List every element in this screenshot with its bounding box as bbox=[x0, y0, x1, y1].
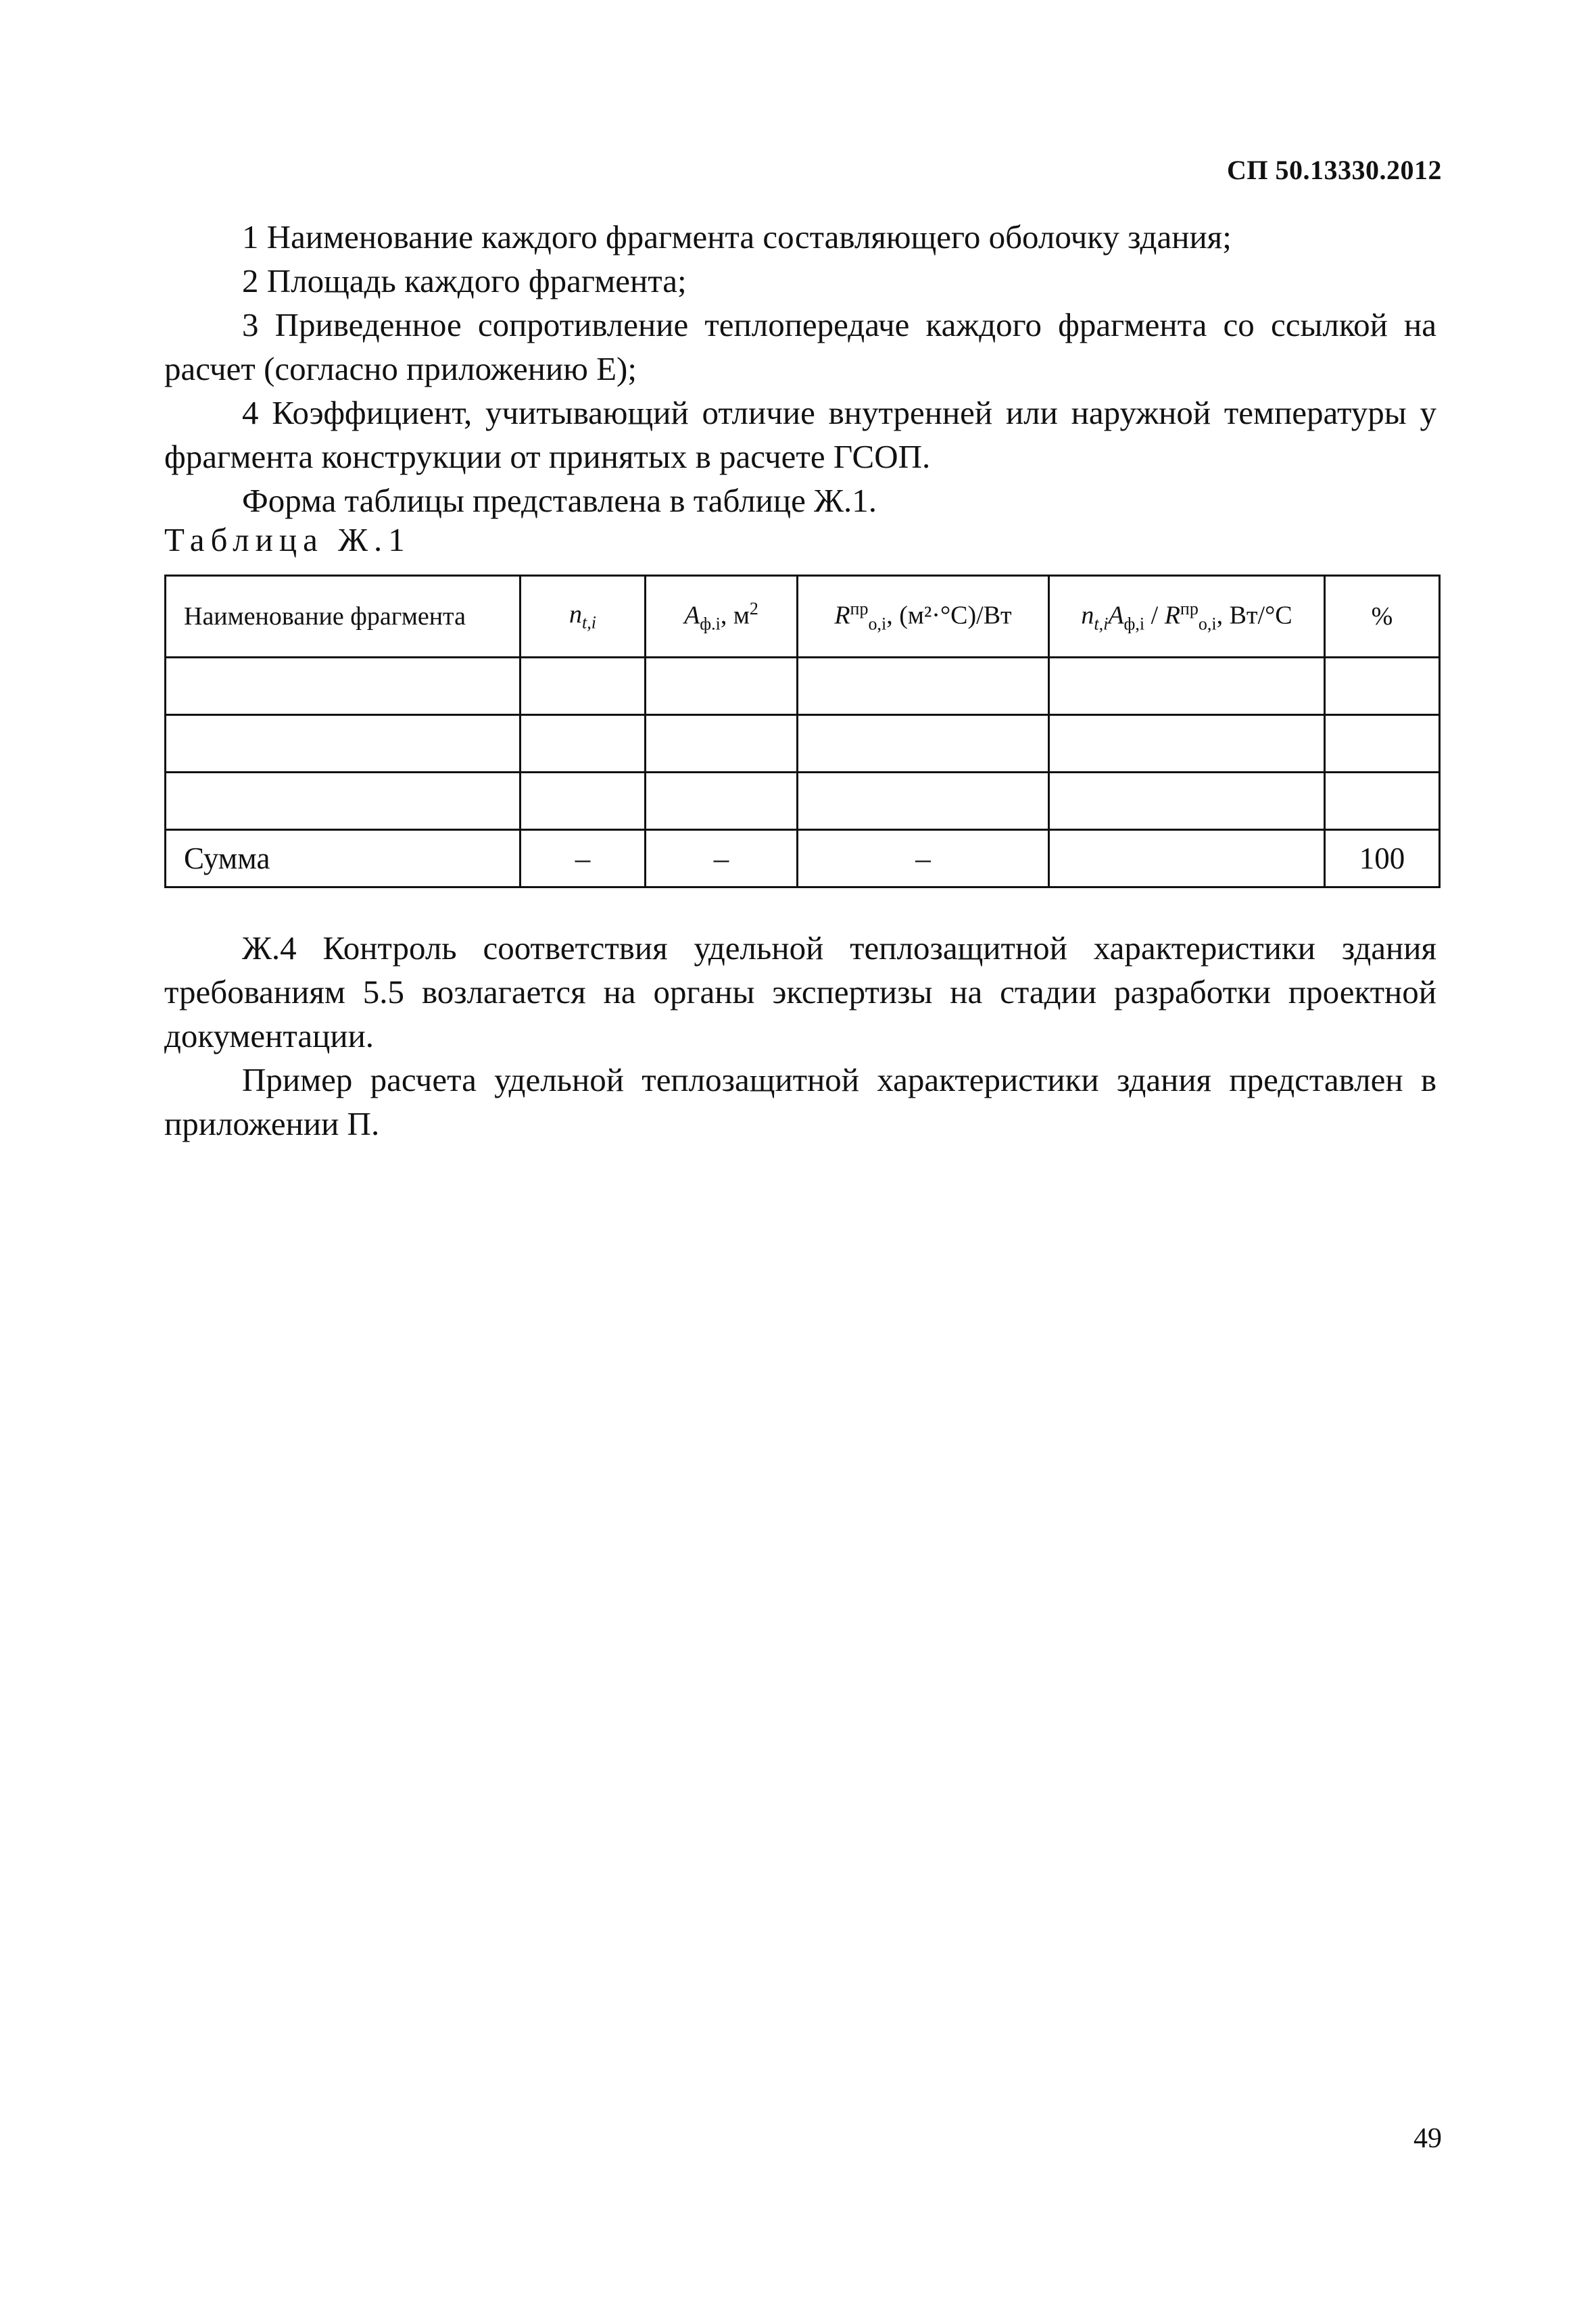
header-resistance bbox=[798, 576, 1049, 658]
intro-text bbox=[164, 215, 1436, 522]
table-cell bbox=[1049, 773, 1325, 830]
table-cell bbox=[521, 715, 646, 773]
header-percent: % bbox=[1325, 576, 1440, 658]
header-fragment-name: Наименование фрагмента bbox=[166, 576, 521, 658]
table-caption: Таблица Ж.1 bbox=[164, 521, 411, 558]
intro-table-reference: Форма таблицы представлена в таблице Ж.1. bbox=[242, 482, 877, 519]
table-cell bbox=[521, 658, 646, 715]
sum-percent-cell: 100 bbox=[1325, 830, 1440, 887]
section-zh4-paragraph: Ж.4 Контроль соответствия удельной теплозащитной характеристики здания требованиям 5.5 возлагается на органы экспертизы на стадии разработки проектной документации. bbox=[164, 929, 1436, 1054]
sum-n-cell: – bbox=[521, 830, 646, 887]
sum-area-cell: – bbox=[646, 830, 798, 887]
r-subscript: о,i bbox=[868, 614, 887, 634]
table-cell bbox=[1325, 773, 1440, 830]
table-cell bbox=[166, 658, 521, 715]
n-subscript: t,i bbox=[582, 612, 596, 633]
intro-item-2: 2 Площадь каждого фрагмента; bbox=[242, 262, 687, 299]
r-symbol: R bbox=[834, 601, 850, 630]
sum-resistance-cell: – bbox=[798, 830, 1049, 887]
table-cell bbox=[798, 658, 1049, 715]
ratio-a-subscript: ф,i bbox=[1123, 614, 1145, 634]
example-reference-paragraph: Пример расчета удельной теплозащитной характеристики здания представлен в приложении П. bbox=[164, 1061, 1436, 1142]
header-area bbox=[646, 576, 798, 658]
table-cell bbox=[1049, 658, 1325, 715]
ratio-r-symbol: R bbox=[1164, 601, 1180, 630]
intro-item-1: 1 Наименование каждого фрагмента составляющего оболочку здания; bbox=[242, 218, 1232, 255]
r-unit: , (м²·°С)/Вт bbox=[886, 601, 1012, 630]
table-cell bbox=[1325, 715, 1440, 773]
table-row bbox=[166, 715, 1440, 773]
n-symbol: n bbox=[569, 600, 583, 629]
a-unit-power: 2 bbox=[749, 598, 758, 618]
document-code: СП 50.13330.2012 bbox=[1227, 155, 1442, 185]
header-n-coefficient bbox=[521, 576, 646, 658]
sum-label: Сумма bbox=[166, 830, 521, 887]
ratio-r-subscript: о,i bbox=[1198, 614, 1217, 634]
table-row bbox=[166, 773, 1440, 830]
table-cell bbox=[646, 773, 798, 830]
table-cell bbox=[1325, 658, 1440, 715]
ratio-unit: , Вт/°С bbox=[1216, 601, 1292, 630]
sum-ratio-cell bbox=[1049, 830, 1325, 887]
ratio-division: / bbox=[1144, 601, 1165, 630]
table-cell bbox=[166, 773, 521, 830]
ratio-a-symbol: A bbox=[1108, 601, 1124, 630]
ratio-n-symbol: n bbox=[1081, 601, 1094, 630]
table-cell bbox=[1049, 715, 1325, 773]
table-cell bbox=[798, 715, 1049, 773]
sum-row bbox=[166, 830, 1440, 887]
fragments-table bbox=[164, 575, 1441, 888]
table-cell bbox=[166, 715, 521, 773]
r-superscript: пр bbox=[850, 598, 869, 618]
a-symbol: A bbox=[684, 601, 700, 630]
table-cell bbox=[646, 658, 798, 715]
ratio-n-subscript: t,i bbox=[1094, 614, 1109, 634]
a-subscript: ф.i bbox=[700, 614, 721, 634]
table-cell bbox=[798, 773, 1049, 830]
a-unit: , м bbox=[720, 601, 750, 630]
table-header-row bbox=[166, 576, 1440, 658]
ratio-r-superscript: пр bbox=[1180, 598, 1199, 618]
intro-item-3: 3 Приведенное сопротивление теплопередаче каждого фрагмента со ссылкой на расчет (согласно приложению Е); bbox=[164, 306, 1436, 387]
table-row bbox=[166, 658, 1440, 715]
header-ratio bbox=[1049, 576, 1325, 658]
intro-item-4: 4 Коэффициент, учитывающий отличие внутренней или наружной температуры у фрагмента конструкции от принятых в расчете ГСОП. bbox=[164, 394, 1436, 475]
table-cell bbox=[521, 773, 646, 830]
table-cell bbox=[646, 715, 798, 773]
outro-text bbox=[164, 926, 1436, 1146]
page-number: 49 bbox=[1413, 2123, 1442, 2154]
